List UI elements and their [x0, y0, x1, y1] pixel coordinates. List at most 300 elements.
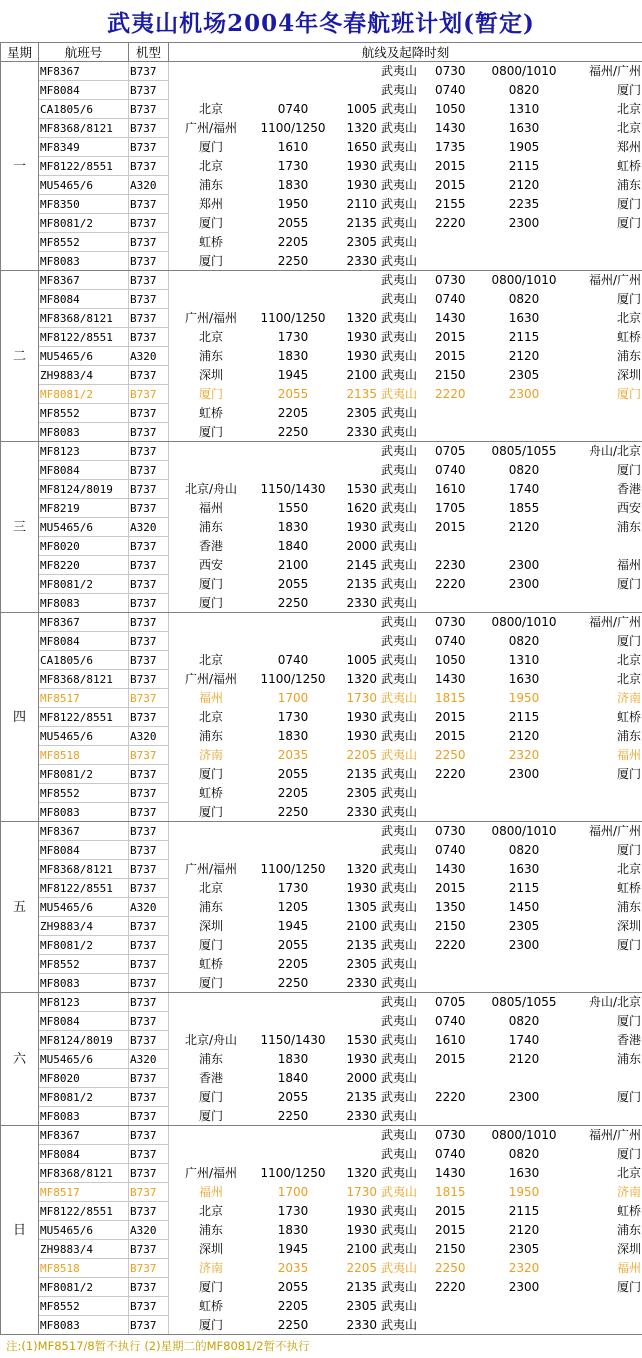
aircraft-type: B737 [129, 233, 169, 252]
origin-departure-time: 1100/1250 [260, 310, 326, 325]
aircraft-type: B737 [129, 423, 169, 442]
destination-arrival-time: 2300 [508, 386, 540, 401]
table-row [1, 1259, 642, 1278]
hub-airport: 武夷山 [381, 1184, 418, 1199]
origin-departure-time: 1150/1430 [260, 481, 326, 496]
aircraft-type: B737 [129, 955, 169, 974]
arrival-time: 1930 [346, 329, 377, 344]
origin-departure-time: 2035 [277, 1260, 309, 1275]
arrival-time: 1930 [346, 519, 377, 534]
departure-time: 0730 [435, 615, 466, 629]
aircraft-type: B737 [129, 556, 169, 575]
route-cell [169, 765, 642, 784]
origin-departure-time: 0740 [277, 101, 309, 116]
departure-time: 0740 [435, 82, 466, 97]
origin: 浦东 [198, 177, 223, 192]
destination: 厦门 [616, 842, 641, 857]
hub-airport: 武夷山 [381, 1260, 418, 1275]
flight-number: MF8123 [39, 993, 129, 1012]
hub-airport: 武夷山 [381, 64, 418, 78]
destination-arrival-time: 0800/1010 [491, 273, 557, 287]
table-row [1, 917, 642, 936]
aircraft-type: B737 [129, 575, 169, 594]
origin: 香港 [198, 538, 223, 553]
departure-time: 2220 [435, 1279, 466, 1294]
table-row [1, 727, 642, 746]
header-aircraft: 机型 [129, 43, 169, 62]
hub-airport: 武夷山 [381, 671, 418, 686]
departure-time: 1735 [435, 139, 466, 154]
route-cell [169, 423, 642, 442]
route-cell [169, 1126, 642, 1145]
table-row [1, 1126, 642, 1145]
origin: 厦门 [198, 253, 223, 268]
destination-arrival-time: 1905 [508, 139, 540, 154]
aircraft-type: B737 [129, 841, 169, 860]
table-row [1, 898, 642, 917]
table-row [1, 1164, 642, 1183]
aircraft-type: B737 [129, 632, 169, 651]
destination-arrival-time: 1630 [508, 310, 540, 325]
origin: 虹桥 [198, 234, 223, 249]
table-row [1, 423, 642, 442]
flight-number: MF8124/8019 [39, 1031, 129, 1050]
flight-number: MF8081/2 [39, 765, 129, 784]
aircraft-type: B737 [129, 1183, 169, 1202]
route-cell [169, 1069, 642, 1088]
departure-time: 2155 [435, 196, 466, 211]
header-route: 航线及起降时刻 [169, 43, 642, 62]
aircraft-type: A320 [129, 176, 169, 195]
origin-departure-time: 1700 [277, 1184, 309, 1199]
route-cell [169, 1088, 642, 1107]
flight-number: MF8081/2 [39, 385, 129, 404]
departure-time: 2015 [435, 158, 466, 173]
destination: 北京 [616, 652, 641, 667]
aircraft-type: B737 [129, 803, 169, 822]
flight-number: MF8368/8121 [39, 670, 129, 689]
hub-airport: 武夷山 [381, 1032, 418, 1047]
destination-arrival-time: 2115 [508, 1203, 540, 1218]
destination: 福州/广州 [588, 615, 641, 629]
arrival-time: 2305 [346, 1298, 377, 1313]
arrival-time: 2330 [346, 804, 377, 819]
route-cell [169, 385, 642, 404]
flight-number: MF8552 [39, 784, 129, 803]
table-row [1, 176, 642, 195]
destination-arrival-time: 0820 [508, 462, 540, 477]
origin: 西安 [198, 557, 223, 572]
flight-number: MF8020 [39, 1069, 129, 1088]
destination: 西安 [616, 500, 641, 515]
destination: 浦东 [616, 1222, 641, 1237]
aircraft-type: B737 [129, 879, 169, 898]
destination: 郑州 [616, 139, 641, 154]
arrival-time: 2330 [346, 595, 377, 610]
departure-time: 1050 [435, 101, 466, 116]
arrival-time: 2145 [346, 557, 377, 572]
day-cell: 三 [1, 442, 39, 613]
aircraft-type: A320 [129, 898, 169, 917]
origin-departure-time: 1550 [277, 500, 309, 515]
aircraft-type: B737 [129, 594, 169, 613]
destination-arrival-time: 2300 [508, 1089, 540, 1104]
hub-airport: 武夷山 [381, 405, 418, 420]
origin-departure-time: 1100/1250 [260, 120, 326, 135]
departure-time: 1430 [435, 1165, 466, 1180]
destination: 北京 [616, 310, 641, 325]
aircraft-type: B737 [129, 385, 169, 404]
origin: 广州/福州 [184, 1165, 238, 1180]
hub-airport: 武夷山 [381, 253, 418, 268]
table-row [1, 252, 642, 271]
destination-arrival-time: 2300 [508, 766, 540, 781]
destination-arrival-time: 1950 [508, 1184, 540, 1199]
origin-departure-time: 2250 [277, 975, 309, 990]
flight-number: MF8122/8551 [39, 879, 129, 898]
hub-airport: 武夷山 [381, 1128, 418, 1142]
route-cell [169, 1297, 642, 1316]
origin: 浦东 [198, 899, 223, 914]
aircraft-type: B737 [129, 689, 169, 708]
flight-number: MF8367 [39, 822, 129, 841]
aircraft-type: B737 [129, 1202, 169, 1221]
arrival-time: 1320 [346, 671, 377, 686]
aircraft-type: B737 [129, 480, 169, 499]
route-cell [169, 119, 642, 138]
origin: 虹桥 [198, 956, 223, 971]
aircraft-type: B737 [129, 1240, 169, 1259]
flight-number: MF8367 [39, 613, 129, 632]
origin-departure-time: 1205 [277, 899, 309, 914]
route-cell [169, 138, 642, 157]
aircraft-type: B737 [129, 1107, 169, 1126]
table-row [1, 62, 642, 81]
route-cell [169, 1183, 642, 1202]
departure-time: 2015 [435, 1203, 466, 1218]
flight-number: MF8122/8551 [39, 1202, 129, 1221]
footnote: 注:(1)MF8517/8暂不执行 (2)星期二的MF8081/2暂不执行 [6, 1339, 310, 1353]
route-cell [169, 613, 642, 632]
arrival-time: 1930 [346, 1222, 377, 1237]
origin-departure-time: 2100 [277, 557, 309, 572]
origin: 济南 [198, 1260, 223, 1275]
arrival-time: 1930 [346, 177, 377, 192]
origin: 厦门 [198, 1108, 223, 1123]
departure-time: 2150 [435, 1241, 466, 1256]
departure-time: 2220 [435, 215, 466, 230]
destination-arrival-time: 2300 [508, 576, 540, 591]
origin: 北京 [198, 101, 223, 116]
destination: 福州/广州 [588, 1128, 641, 1142]
hub-airport: 武夷山 [381, 462, 418, 477]
destination-arrival-time: 2120 [508, 177, 540, 192]
hub-airport: 武夷山 [381, 995, 418, 1009]
table-row [1, 1278, 642, 1297]
schedule-body [1, 62, 642, 1335]
arrival-time: 2330 [346, 1317, 377, 1332]
flight-number: MF8083 [39, 1107, 129, 1126]
route-cell [169, 537, 642, 556]
destination: 浦东 [616, 728, 641, 743]
destination-arrival-time: 0820 [508, 1146, 540, 1161]
flight-number: MF8552 [39, 233, 129, 252]
aircraft-type: B737 [129, 461, 169, 480]
hub-airport: 武夷山 [381, 120, 418, 135]
flight-number: MF8518 [39, 746, 129, 765]
destination: 福州 [616, 1260, 641, 1275]
flight-number: MF8122/8551 [39, 157, 129, 176]
route-cell [169, 1050, 642, 1069]
table-row [1, 1202, 642, 1221]
departure-time: 0740 [435, 633, 466, 648]
origin: 广州/福州 [184, 310, 238, 325]
hub-airport: 武夷山 [381, 709, 418, 724]
destination-arrival-time: 0800/1010 [491, 1128, 557, 1142]
departure-time: 1350 [435, 899, 466, 914]
destination-arrival-time: 1740 [508, 1032, 540, 1047]
flight-number: MU5465/6 [39, 727, 129, 746]
arrival-time: 1305 [346, 899, 377, 914]
hub-airport: 武夷山 [381, 804, 418, 819]
table-row [1, 936, 642, 955]
route-cell [169, 879, 642, 898]
destination-arrival-time: 2115 [508, 880, 540, 895]
arrival-time: 2110 [346, 196, 377, 211]
origin-departure-time: 2250 [277, 1108, 309, 1123]
route-cell [169, 1202, 642, 1221]
destination-arrival-time: 1310 [508, 652, 540, 667]
route-cell [169, 556, 642, 575]
aircraft-type: A320 [129, 1050, 169, 1069]
arrival-time: 1930 [346, 709, 377, 724]
aircraft-type: B737 [129, 309, 169, 328]
departure-time: 2230 [435, 557, 466, 572]
destination-arrival-time: 1630 [508, 120, 540, 135]
origin: 福州 [198, 1184, 223, 1199]
aircraft-type: B737 [129, 822, 169, 841]
aircraft-type: A320 [129, 518, 169, 537]
table-row [1, 1107, 642, 1126]
origin: 福州 [198, 690, 223, 705]
destination: 浦东 [616, 177, 641, 192]
destination: 厦门 [616, 386, 641, 401]
destination-arrival-time: 2300 [508, 937, 540, 952]
flight-number: CA1805/6 [39, 651, 129, 670]
flight-number: MF8552 [39, 955, 129, 974]
flight-number: MF8081/2 [39, 1278, 129, 1297]
flight-number: MF8552 [39, 1297, 129, 1316]
origin: 北京 [198, 652, 223, 667]
hub-airport: 武夷山 [381, 1298, 418, 1313]
table-row [1, 347, 642, 366]
route-cell [169, 670, 642, 689]
departure-time: 1050 [435, 652, 466, 667]
destination: 厦门 [616, 462, 641, 477]
day-cell: 二 [1, 271, 39, 442]
hub-airport: 武夷山 [381, 615, 418, 629]
departure-time: 2015 [435, 1222, 466, 1237]
table-row [1, 594, 642, 613]
hub-airport: 武夷山 [381, 842, 418, 857]
destination: 虹桥 [616, 709, 641, 724]
departure-time: 1430 [435, 120, 466, 135]
departure-time: 1430 [435, 310, 466, 325]
hub-airport: 武夷山 [381, 348, 418, 363]
table-row [1, 1297, 642, 1316]
origin: 浦东 [198, 1051, 223, 1066]
table-row [1, 1221, 642, 1240]
destination-arrival-time: 2305 [508, 1241, 540, 1256]
destination-arrival-time: 2300 [508, 215, 540, 230]
route-cell [169, 689, 642, 708]
flight-number: MF8367 [39, 1126, 129, 1145]
route-cell [169, 822, 642, 841]
table-row [1, 803, 642, 822]
arrival-time: 1930 [346, 348, 377, 363]
destination-arrival-time: 1630 [508, 861, 540, 876]
departure-time: 2015 [435, 1051, 466, 1066]
aircraft-type: B737 [129, 1297, 169, 1316]
departure-time: 2015 [435, 880, 466, 895]
table-row [1, 632, 642, 651]
flight-number: MF8083 [39, 1316, 129, 1335]
arrival-time: 2000 [346, 1070, 377, 1085]
arrival-time: 2135 [346, 1089, 377, 1104]
arrival-time: 1320 [346, 1165, 377, 1180]
destination-arrival-time: 2115 [508, 158, 540, 173]
destination-arrival-time: 0800/1010 [491, 824, 557, 838]
arrival-time: 2135 [346, 1279, 377, 1294]
origin-departure-time: 1730 [277, 158, 309, 173]
route-cell [169, 917, 642, 936]
aircraft-type: A320 [129, 347, 169, 366]
aircraft-type: B737 [129, 1164, 169, 1183]
hub-airport: 武夷山 [381, 956, 418, 971]
destination: 虹桥 [616, 880, 641, 895]
table-row [1, 385, 642, 404]
flight-number: MF8122/8551 [39, 328, 129, 347]
route-cell [169, 1240, 642, 1259]
table-row [1, 537, 642, 556]
route-cell [169, 499, 642, 518]
arrival-time: 1320 [346, 120, 377, 135]
hub-airport: 武夷山 [381, 1108, 418, 1123]
origin-departure-time: 2055 [277, 215, 309, 230]
origin-departure-time: 2055 [277, 937, 309, 952]
arrival-time: 1930 [346, 880, 377, 895]
destination-arrival-time: 2120 [508, 1222, 540, 1237]
hub-airport: 武夷山 [381, 576, 418, 591]
destination: 虹桥 [616, 158, 641, 173]
flight-number: MF8368/8121 [39, 860, 129, 879]
flight-number: MU5465/6 [39, 1221, 129, 1240]
hub-airport: 武夷山 [381, 918, 418, 933]
route-cell [169, 1278, 642, 1297]
destination-arrival-time: 1630 [508, 671, 540, 686]
arrival-time: 1005 [346, 101, 377, 116]
table-row [1, 461, 642, 480]
destination: 厦门 [616, 1013, 641, 1028]
flight-number: MF8349 [39, 138, 129, 157]
hub-airport: 武夷山 [381, 766, 418, 781]
hub-airport: 武夷山 [381, 633, 418, 648]
departure-time: 0740 [435, 291, 466, 306]
destination: 福州/广州 [588, 824, 641, 838]
arrival-time: 2305 [346, 956, 377, 971]
destination-arrival-time: 2320 [508, 1260, 540, 1275]
flight-number: MF8083 [39, 423, 129, 442]
origin: 浦东 [198, 1222, 223, 1237]
aircraft-type: B737 [129, 195, 169, 214]
departure-time: 2250 [435, 747, 466, 762]
hub-airport: 武夷山 [381, 1165, 418, 1180]
origin-departure-time: 2250 [277, 1317, 309, 1332]
origin: 北京/舟山 [184, 481, 238, 496]
table-row [1, 1050, 642, 1069]
flight-number: MF8084 [39, 1145, 129, 1164]
arrival-time: 1320 [346, 310, 377, 325]
destination: 浦东 [616, 899, 641, 914]
flight-number: MF8084 [39, 632, 129, 651]
aircraft-type: B737 [129, 1031, 169, 1050]
destination: 福州/广州 [588, 64, 641, 78]
arrival-time: 1620 [346, 500, 377, 515]
origin-departure-time: 2250 [277, 595, 309, 610]
route-cell [169, 1164, 642, 1183]
aircraft-type: B737 [129, 138, 169, 157]
arrival-time: 1320 [346, 861, 377, 876]
departure-time: 2015 [435, 329, 466, 344]
origin-departure-time: 1150/1430 [260, 1032, 326, 1047]
hub-airport: 武夷山 [381, 273, 418, 287]
origin-departure-time: 2035 [277, 747, 309, 762]
route-cell [169, 841, 642, 860]
flight-number: MF8020 [39, 537, 129, 556]
aircraft-type: B737 [129, 746, 169, 765]
origin: 厦门 [198, 595, 223, 610]
table-row [1, 1183, 642, 1202]
hub-airport: 武夷山 [381, 690, 418, 705]
hub-airport: 武夷山 [381, 291, 418, 306]
aircraft-type: B737 [129, 1126, 169, 1145]
destination-arrival-time: 1630 [508, 1165, 540, 1180]
departure-time: 1815 [435, 690, 466, 705]
origin-departure-time: 2250 [277, 424, 309, 439]
origin-departure-time: 1730 [277, 880, 309, 895]
destination: 厦门 [616, 82, 641, 97]
origin-departure-time: 1950 [277, 196, 309, 211]
departure-time: 1705 [435, 500, 466, 515]
aircraft-type: B737 [129, 1088, 169, 1107]
aircraft-type: B737 [129, 252, 169, 271]
header-day: 星期 [1, 43, 39, 62]
arrival-time: 2135 [346, 215, 377, 230]
route-cell [169, 62, 642, 81]
origin: 厦门 [198, 424, 223, 439]
arrival-time: 2305 [346, 405, 377, 420]
aircraft-type: B737 [129, 62, 169, 81]
table-row [1, 708, 642, 727]
destination: 香港 [616, 481, 641, 496]
origin-departure-time: 1840 [277, 1070, 309, 1085]
origin-departure-time: 2055 [277, 386, 309, 401]
departure-time: 1610 [435, 1032, 466, 1047]
route-cell [169, 1259, 642, 1278]
aircraft-type: A320 [129, 1221, 169, 1240]
hub-airport: 武夷山 [381, 215, 418, 230]
table-row [1, 1088, 642, 1107]
